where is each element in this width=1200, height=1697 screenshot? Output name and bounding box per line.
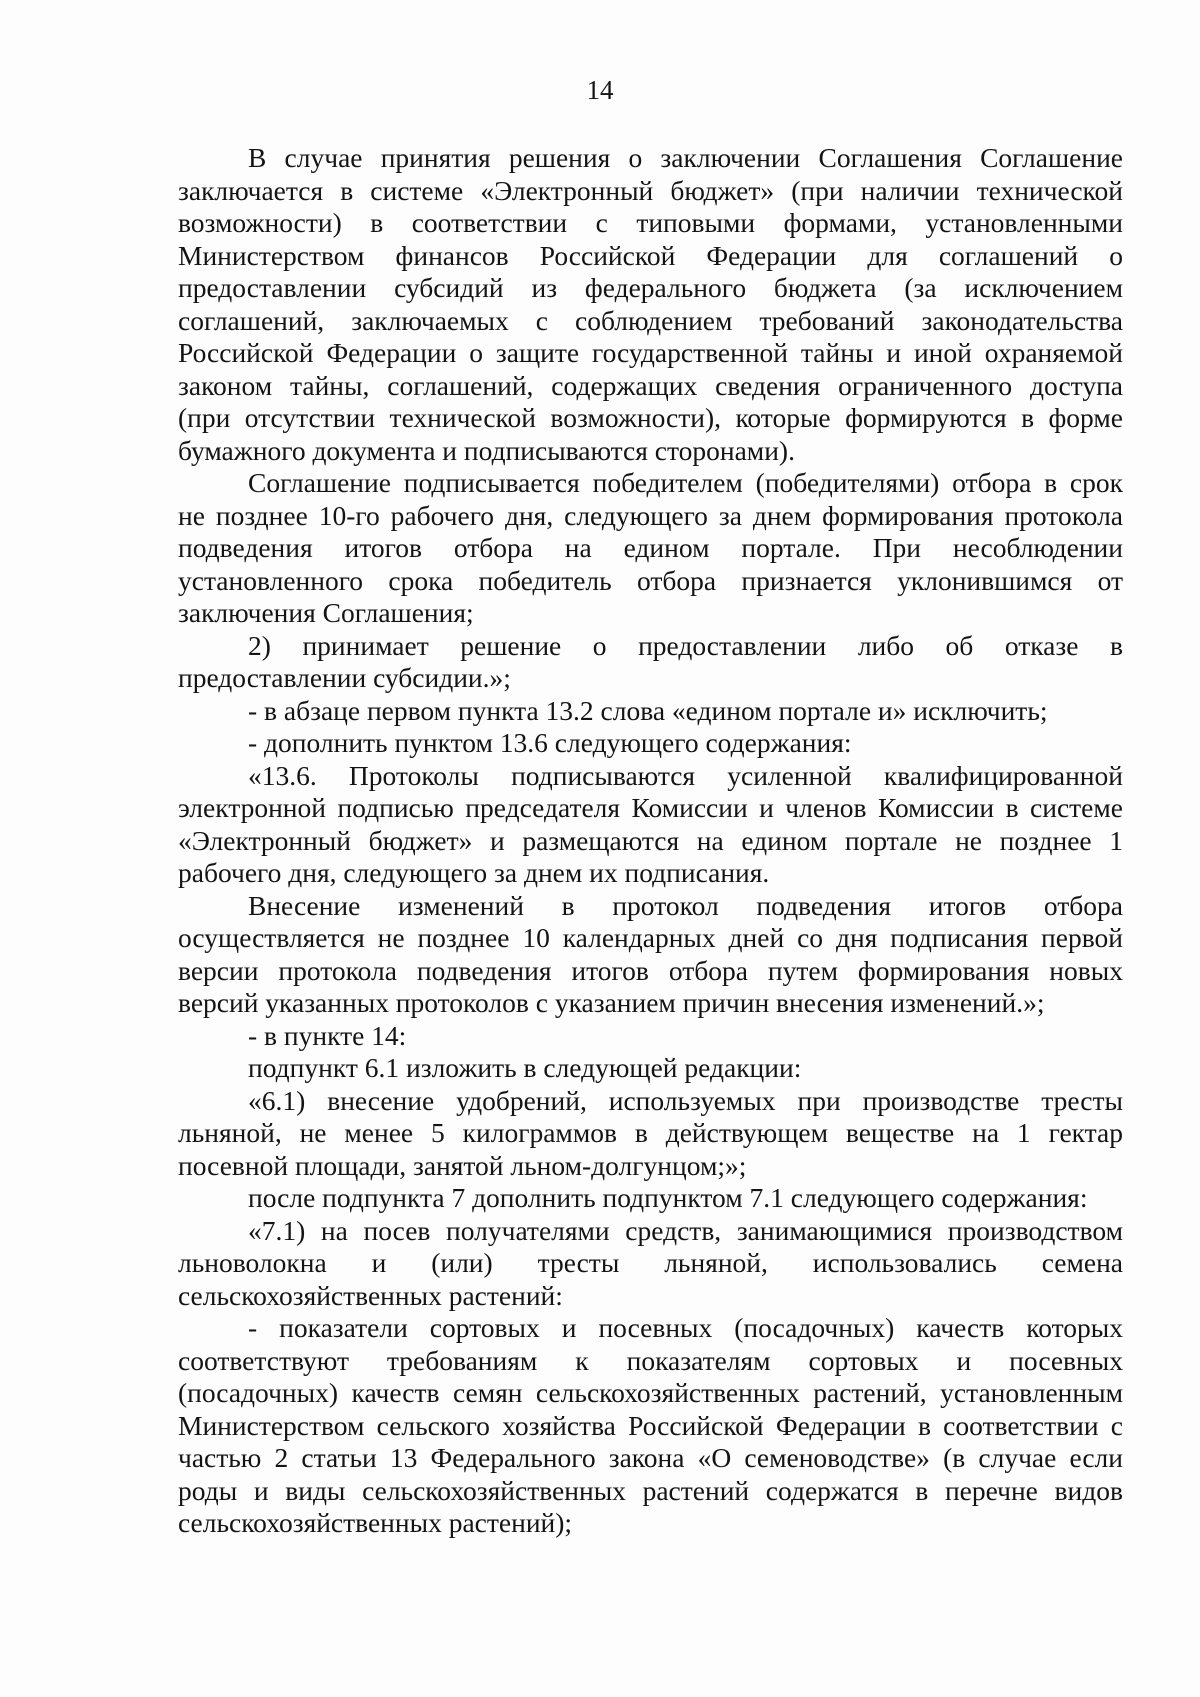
text-line: «13.6. Протоколы подписываются усиленной квалифицированной: [248, 759, 1123, 791]
paragraph: [178, 1312, 1123, 1540]
paragraph: [178, 1052, 1123, 1085]
text-line: заключения Соглашения;: [178, 597, 474, 628]
text-line: Министерством сельского хозяйства Российской Федерации в соответствии с: [178, 1409, 1123, 1441]
text-line: версий указанных протоколов с указанием причин внесения изменений.»;: [178, 987, 1045, 1018]
text-line: рабочего дня, следующего за днем их подписания.: [178, 857, 770, 888]
text-line: возможности) в соответствии с типовыми формами, установленными: [178, 207, 1123, 238]
text-line: Российской Федерации о защите государственной тайны и иной охраняемой: [178, 337, 1123, 368]
text-line: посевной площади, занятой льном-долгунцом;»;: [178, 1149, 747, 1181]
text-line: после подпункта 7 дополнить подпунктом 7.1 следующего содержания:: [248, 1182, 1088, 1213]
paragraph: [178, 1215, 1123, 1313]
text-line: - в абзаце первом пункта 13.2 слова «едином портале и» исключить;: [248, 694, 1048, 726]
text-line: установленного срока победитель отбора признается уклонившимся от: [178, 564, 1123, 596]
paragraph: [178, 695, 1123, 728]
text-line: В случае принятия решения о заключении Соглашения Соглашение: [248, 142, 1123, 173]
text-line: - дополнить пунктом 13.6 следующего содержания:: [248, 727, 852, 758]
text-line: не позднее 10-го рабочего дня, следующего за днем формирования протокола: [178, 499, 1123, 531]
text-line: законом тайны, соглашений, содержащих сведения ограниченного доступа: [178, 369, 1123, 401]
text-line: заключается в системе «Электронный бюджет» (при наличии технической: [178, 174, 1123, 206]
text-line: льноволокна и (или) тресты льняной, использовались семена: [178, 1247, 1123, 1278]
text-line: подведения итогов отбора на едином портале. При несоблюдении: [178, 532, 1123, 563]
page-number: 14: [586, 75, 614, 105]
text-line: предоставлении субсидии.»;: [178, 662, 511, 693]
text-line: - в пункте 14:: [248, 1019, 407, 1051]
paragraph: [178, 467, 1123, 630]
text-line: «Электронный бюджет» и размещаются на едином портале не позднее 1: [178, 824, 1123, 856]
text-line: соглашений, заключаемых с соблюдением требований законодательства: [178, 304, 1123, 336]
text-line: бумажного документа и подписываются сторонами).: [178, 434, 795, 466]
text-line: частью 2 статьи 13 Федерального закона «О семеноводстве» (в случае если: [178, 1442, 1123, 1473]
paragraph: [178, 890, 1123, 1020]
paragraph: [178, 727, 1123, 760]
text-line: подпункт 6.1 изложить в следующей редакции:: [248, 1052, 802, 1083]
text-line: (при отсутствии технической возможности), которые формируются в форме: [178, 402, 1123, 433]
document-body: [178, 142, 1123, 1540]
text-line: (посадочных) качеств семян сельскохозяйственных растений, установленным: [178, 1377, 1123, 1408]
paragraph: [178, 142, 1123, 467]
text-line: «6.1) внесение удобрений, используемых при производстве тресты: [248, 1084, 1123, 1116]
paragraph: [178, 760, 1123, 890]
paragraph: [178, 630, 1123, 695]
text-line: Министерством финансов Российской Федерации для соглашений о: [178, 239, 1123, 271]
text-line: «7.1) на посев получателями средств, занимающимися производством: [248, 1214, 1123, 1246]
paragraph: [178, 1085, 1123, 1183]
paragraph: [178, 1182, 1123, 1215]
text-line: соответствуют требованиям к показателям сортовых и посевных: [178, 1344, 1123, 1376]
text-line: сельскохозяйственных растений:: [178, 1279, 563, 1311]
text-line: сельскохозяйственных растений);: [178, 1507, 573, 1538]
text-line: электронной подписью председателя Комиссии и членов Комиссии в системе: [178, 792, 1123, 823]
text-line: 2) принимает решение о предоставлении либо об отказе в: [248, 629, 1123, 661]
text-line: льняной, не менее 5 килограммов в действующем веществе на 1 гектар: [178, 1117, 1123, 1148]
text-line: роды и виды сельскохозяйственных растений содержатся в перечне видов: [178, 1474, 1123, 1506]
text-line: осуществляется не позднее 10 календарных дней со дня подписания первой: [178, 922, 1123, 953]
text-line: версии протокола подведения итогов отбора путем формирования новых: [178, 954, 1123, 986]
text-line: предоставлении субсидий из федерального бюджета (за исключением: [178, 272, 1123, 303]
text-line: Соглашение подписывается победителем (победителями) отбора в срок: [248, 467, 1123, 498]
text-line: - показатели сортовых и посевных (посадочных) качеств которых: [248, 1312, 1123, 1343]
paragraph: [178, 1020, 1123, 1053]
text-line: Внесение изменений в протокол подведения итогов отбора: [248, 889, 1123, 921]
